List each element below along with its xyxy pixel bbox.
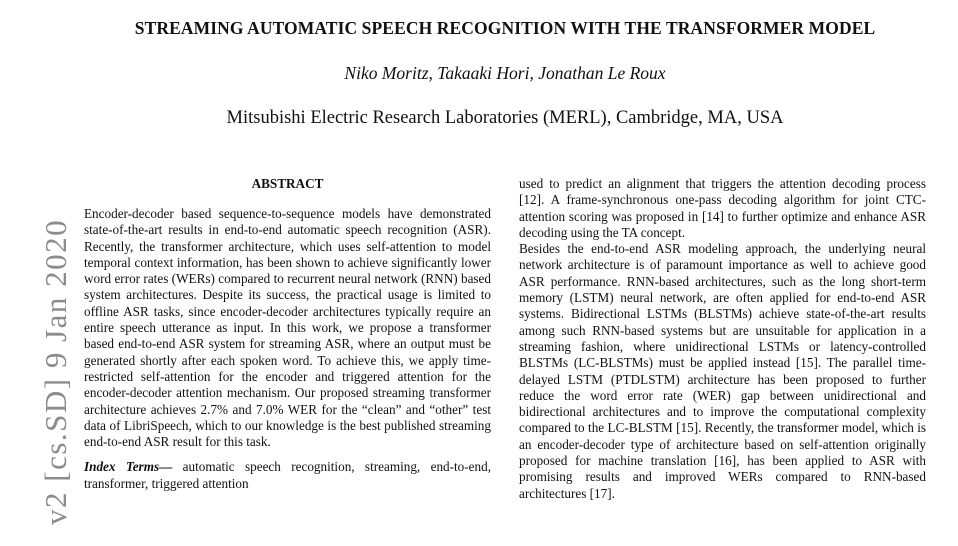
right-column [519,176,926,502]
intro-paragraph-1: used to predict an alignment that triggers the attention decoding process [12]. A frame-synchronous one-pass decoding algorithm for joint CTC-attention scoring was proposed in [14] to further optimize and enhance ASR decoding using the TA concept. [519,176,926,240]
index-terms [84,459,491,492]
intro-paragraph-2: Besides the end-to-end ASR modeling approach, the underlying neural network architecture is of paramount importance as well to achieve good ASR performance. RNN-based architectures, such as the long short-term memory (LSTM) neural network, are often applied for end-to-end ASR systems. Bidirectional LSTMs (BLSTMs) achieve state-of-the-art results among such RNN-based systems but are unsuitable for application in a streaming fashion, where unidirectional LSTMs or latency-controlled BLSTMs (LC-BLSTMs) must be applied instead [15]. The parallel time-delayed LSTM (PTDLSTM) architecture has been proposed to further reduce the word error rate (WER) gap between unidirectional and bidirectional architectures and to improve the computational complexity compared to the LC-BLSTM [15]. Recently, the transformer model, which is an encoder-decoder type of architecture based on self-attention originally proposed for machine translation [16], has been applied to ASR with promising results and improved WERs compared to RNN-based architectures [17]. [519,241,926,501]
index-terms-label: Index Terms— [84,459,173,475]
paper-title: STREAMING AUTOMATIC SPEECH RECOGNITION WITH THE TRANSFORMER MODEL [134,18,876,38]
arxiv-identifier-stamp: v2 [cs.SD] 9 Jan 2020 [38,218,73,525]
abstract-text: Encoder-decoder based sequence-to-sequence models have demonstrated state-of-the-art results in end-to-end automatic speech recognition (ASR). Recently, the transformer architecture, which uses self-attention to model temporal context information, has been shown to achieve significantly lower word error rates (WERs) compared to recurrent neural network (RNN) based system architectures. Despite its success, the practical usage is limited to offline ASR tasks, since encoder-decoder architectures typically require an entire speech utterance as input. In this work, we propose a transformer based end-to-end ASR system for streaming ASR, where an output must be generated shortly after each spoken word. To achieve this, we apply time-restricted self-attention for the encoder and triggered attention for the encoder-decoder attention mechanism. Our proposed streaming transformer architecture achieves 2.7% and 7.0% WER for the “clean” and “other” test data of LibriSpeech, which to our knowledge is the best published streaming end-to-end ASR result for this task. [84,206,491,450]
paper-authors: Niko Moritz, Takaaki Hori, Jonathan Le Roux [344,63,666,83]
index-terms-text: automatic speech recognition, streaming, end-to-end, transformer, triggered attention [84,459,492,491]
paper-affiliation: Mitsubishi Electric Research Laboratories (MERL), Cambridge, MA, USA [226,108,784,128]
left-column [84,176,491,492]
abstract-heading: ABSTRACT [251,176,324,191]
